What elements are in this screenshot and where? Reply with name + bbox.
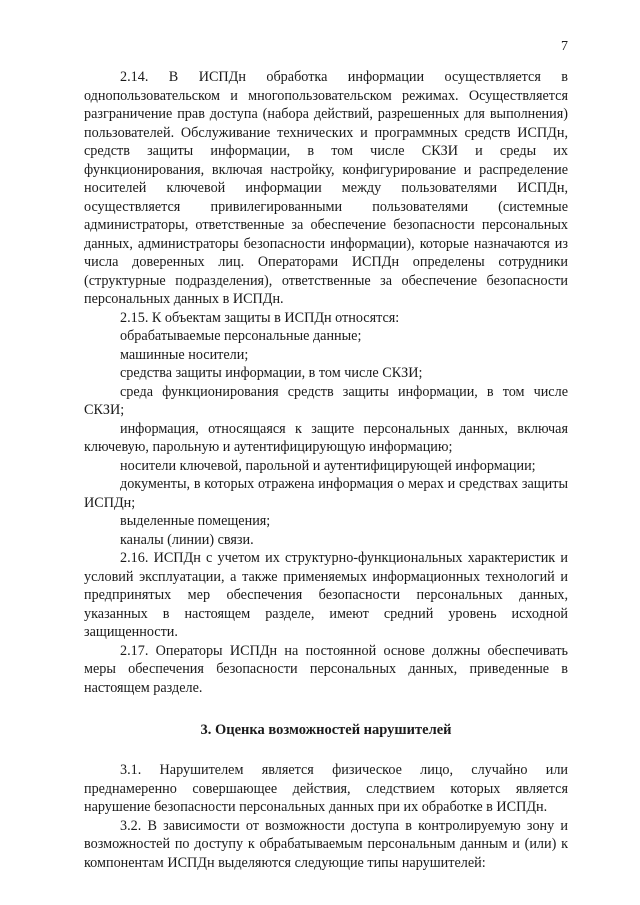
list-item: обрабатываемые персональные данные; [120, 328, 362, 344]
list-item: носители ключевой, парольной и аутентифицирующей информации; [120, 457, 536, 474]
section-heading: 3. Оценка возможностей нарушителей [200, 722, 452, 738]
list-item: информация, относящаяся к защите персональных данных, включая ключевую, парольную и аутентифицирующую информацию; [84, 420, 568, 455]
paragraph-3-2: 3.2. В зависимости от возможности доступа в контролируемую зону и возможностей по доступу к обрабатываемым персональным данным и (или) к компонентам ИСПДн выделяются следующие типы нарушителей: [84, 817, 568, 871]
paragraph-3-1: 3.1. Нарушителем является физическое лицо, случайно или преднамеренно совершающее действия, следствием которых является нарушение безопасности персональных данных при их обработке в ИСПДн. [84, 762, 568, 815]
list-item: среда функционирования средств защиты информации, в том числе СКЗИ; [84, 383, 568, 418]
list-item: документы, в которых отражена информация о мерах и средствах защиты ИСПДн; [84, 476, 568, 511]
list-item: средства защиты информации, в том числе СКЗИ; [120, 365, 423, 381]
paragraph-2-16: 2.16. ИСПДн с учетом их структурно-функциональных характеристик и условий эксплуатации, а также применяемых информационных технологий и предпринятых мер обеспечения безопасности персональных данных, указанных в настоящем разделе, имеют средний уровень исходной защищенности. [84, 550, 568, 640]
page-content [84, 68, 568, 872]
paragraph-2-17: 2.17. Операторы ИСПДн на постоянной основе должны обеспечивать меры обеспечения безопасности персональных данных, приведенные в настоящем разделе. [84, 642, 568, 696]
page-number: 7 [561, 39, 568, 54]
list-item: машинные носители; [120, 346, 249, 363]
list-item: выделенные помещения; [120, 513, 271, 529]
paragraph-2-14: 2.14. В ИСПДн обработка информации осуществляется в однопользовательском и многопользовательском режимах. Осуществляется разграничение прав доступа (набора действий, разрешенных для выполнения) пользователей. Обслуживание технических и программных средств ИСПДн, средств защиты информации, в том числе СКЗИ и среды их функционирования, включая настройку, конфигурирование и распределение носителей ключевой информации между пользователями ИСПДн, осуществляется привилегированными пользователями (системные администраторы, ответственные за обеспечение безопасности персональных данных, администраторы безопасности информации), которые назначаются из числа доверенных лиц. Операторами ИСПДн определены сотрудники (структурные подразделения), ответственные за обеспечение безопасности персональных данных в ИСПДн. [84, 69, 568, 307]
list-item: каналы (линии) связи. [120, 531, 254, 548]
paragraph-2-15: 2.15. К объектам защиты в ИСПДн относятся: [120, 309, 400, 326]
